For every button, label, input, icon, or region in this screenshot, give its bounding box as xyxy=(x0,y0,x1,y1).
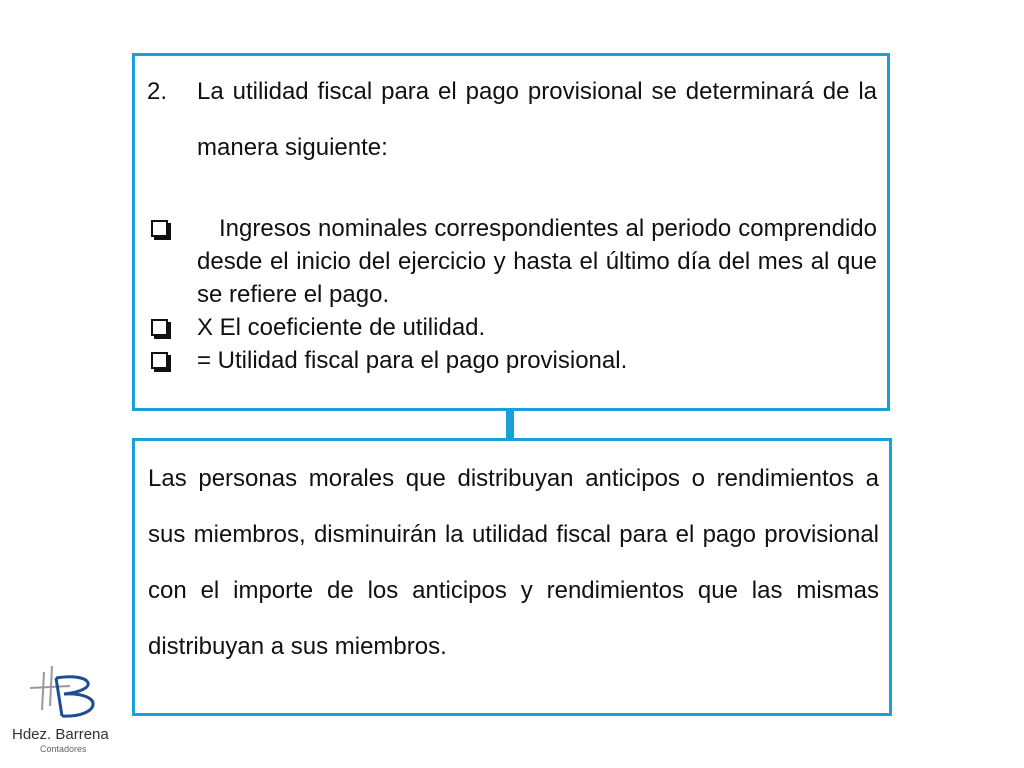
bullet-item xyxy=(147,212,877,311)
bullet-text: X El coeficiente de utilidad. xyxy=(197,314,486,341)
bullet-text: = Utilidad fiscal para el pago provisional. xyxy=(197,347,628,374)
checkbox-bullet-icon xyxy=(147,311,197,344)
checkbox-bullet-icon xyxy=(147,344,197,377)
checkbox-bullet-icon xyxy=(147,212,197,245)
logo-name: Hdez. Barrena xyxy=(12,726,109,743)
hb-monogram-icon xyxy=(22,662,114,724)
bottom-text-box xyxy=(132,438,892,716)
item-text: La utilidad fiscal para el pago provisional se determinará de la manera siguiente: xyxy=(197,78,877,161)
bullet-text: Ingresos nominales correspondientes al periodo comprendido desde el inicio del ejercicio y hasta el último día del mes al que se refiere el pago. xyxy=(197,215,877,308)
numbered-item xyxy=(147,64,877,176)
body-paragraph: Las personas morales que distribuyan anticipos o rendimientos a sus miembros, disminuirán la utilidad fiscal para el pago provisional con el importe de los anticipos y rendimientos que las mismas distribuyan a sus miembros. xyxy=(148,465,879,660)
item-number: 2. xyxy=(147,78,168,105)
bullet-list xyxy=(147,212,877,377)
top-text-box xyxy=(132,53,890,411)
bullet-item xyxy=(147,344,877,377)
company-logo xyxy=(8,662,126,758)
bullet-item xyxy=(147,311,877,344)
connector-line xyxy=(506,408,514,441)
logo-subtitle: Contadores xyxy=(40,744,87,754)
